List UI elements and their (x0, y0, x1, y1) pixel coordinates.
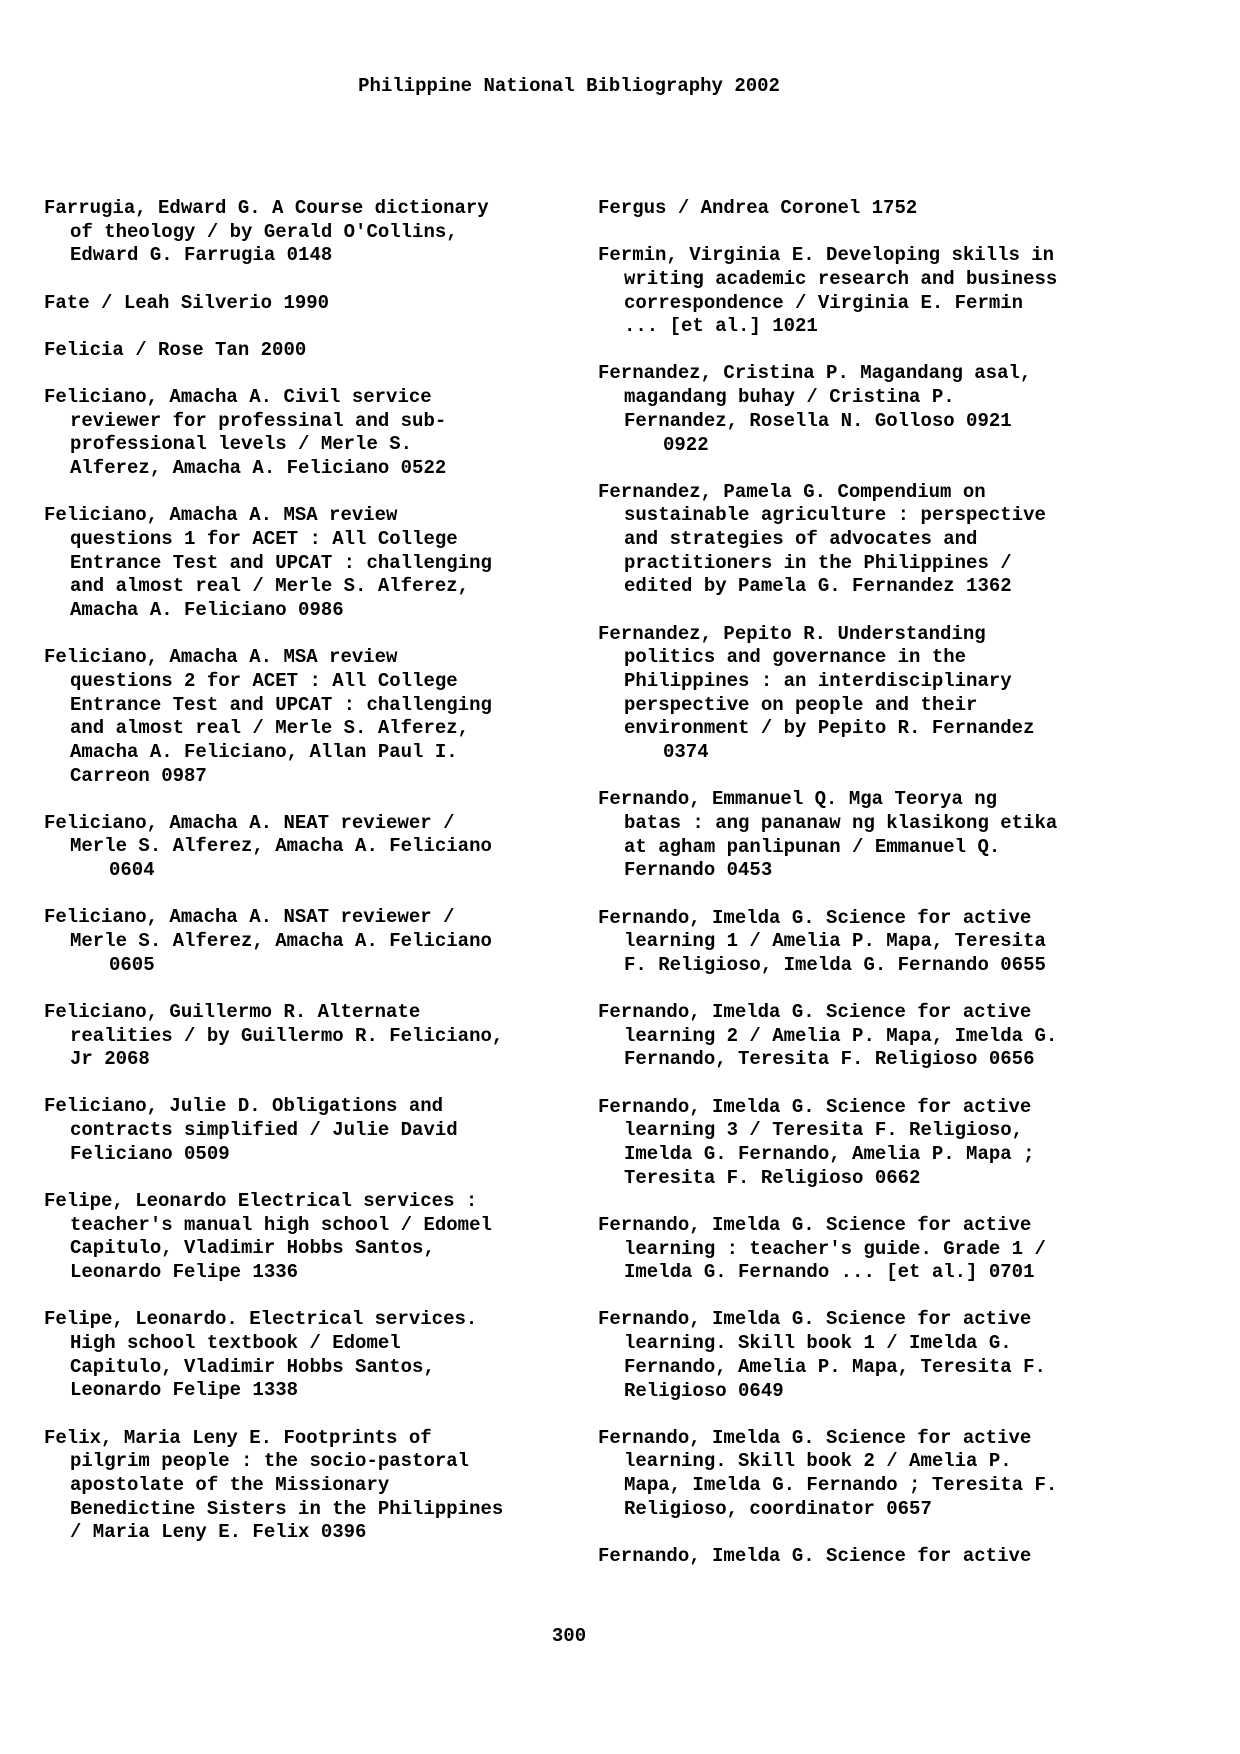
entry-continuation-line: ... [et al.] 1021 (624, 315, 818, 338)
entry-continuation-line: Edward G. Farrugia 0148 (70, 244, 333, 267)
entry-continuation-line: Leonardo Felipe 1338 (70, 1379, 299, 1402)
entry-continuation-line: Religioso 0649 (624, 1379, 784, 1402)
entry-continuation-line: 0922 (663, 433, 709, 456)
entry-heading-line: Fergus / Andrea Coronel 1752 (598, 197, 918, 219)
entry-continuation-line: contracts simplified / Julie David (70, 1119, 458, 1142)
entry-continuation-line: perspective on people and their (624, 693, 978, 716)
entry-continuation-line: Jr 2068 (70, 1048, 150, 1071)
bibliography-entry (598, 1427, 1158, 1522)
entry-continuation-line: Amacha A. Feliciano, Allan Paul I. (70, 740, 458, 763)
entry-heading-line: Fernando, Imelda G. Science for active (598, 1213, 1032, 1236)
entry-continuation-line: realities / by Guillermo R. Feliciano, (70, 1024, 504, 1047)
entry-heading-line: Felicia / Rose Tan 2000 (44, 338, 307, 361)
bibliography-entry (44, 292, 604, 316)
entry-continuation-line: reviewer for professinal and sub- (70, 409, 447, 432)
entry-heading-line: Fernando, Imelda G. Science for active (598, 1308, 1032, 1331)
entry-heading-line: Fernando, Imelda G. Science for active (598, 1095, 1032, 1118)
entry-heading-line: Felipe, Leonardo Electrical services : (44, 1190, 478, 1212)
entry-continuation-line: learning. Skill book 1 / Imelda G. (624, 1332, 1012, 1355)
entry-continuation-line: questions 1 for ACET : All College (70, 527, 458, 550)
entry-heading-line: Fernando, Imelda G. Science for active (598, 1426, 1032, 1449)
bibliography-entry (598, 1096, 1158, 1191)
entry-heading-line: Fernando, Imelda G. Science for active (598, 1544, 1032, 1567)
entry-continuation-line: Merle S. Alferez, Amacha A. Feliciano (70, 930, 492, 952)
entry-heading-line: Felix, Maria Leny E. Footprints of (44, 1426, 432, 1449)
entry-continuation-line: and almost real / Merle S. Alferez, (70, 717, 470, 740)
bibliography-entry (44, 1190, 604, 1285)
entry-continuation-line: Capitulo, Vladimir Hobbs Santos, (70, 1237, 435, 1260)
entry-continuation-line: politics and governance in the (624, 646, 967, 669)
entry-heading-line: Felipe, Leonardo. Electrical services. (44, 1308, 478, 1331)
entry-continuation-line: learning 3 / Teresita F. Religioso, (624, 1119, 1024, 1142)
entry-heading-line: Fate / Leah Silverio 1990 (44, 291, 330, 314)
entry-continuation-line: Benedictine Sisters in the Philippines (70, 1497, 504, 1520)
entry-heading-line: Feliciano, Guillermo R. Alternate (44, 1000, 421, 1023)
entry-heading-line: Fermin, Virginia E. Developing skills in (598, 244, 1055, 267)
entry-continuation-line: batas : ang pananaw ng klasikong etika (624, 811, 1058, 834)
entry-continuation-line: Fernando, Teresita F. Religioso 0656 (624, 1048, 1035, 1071)
left-column (44, 197, 604, 1568)
entry-continuation-line: Capitulo, Vladimir Hobbs Santos, (70, 1355, 435, 1378)
bibliography-entry (598, 481, 1158, 599)
entry-continuation-line: Amacha A. Feliciano 0986 (70, 598, 344, 621)
entry-continuation-line: Philippines : an interdisciplinary (624, 670, 1012, 692)
entry-continuation-line: Entrance Test and UPCAT : challenging (70, 693, 492, 716)
entry-continuation-line: and almost real / Merle S. Alferez, (70, 575, 470, 598)
entry-continuation-line: and strategies of advocates and (624, 528, 978, 551)
entry-continuation-line: 0604 (109, 859, 155, 882)
entry-continuation-line: Leonardo Felipe 1336 (70, 1261, 299, 1284)
bibliography-entry (598, 362, 1158, 457)
bibliography-entry (44, 386, 604, 481)
bibliography-entry (598, 907, 1158, 978)
bibliography-entry (44, 1001, 604, 1072)
bibliography-entry (598, 1001, 1158, 1072)
entry-continuation-line: Fernando, Amelia P. Mapa, Teresita F. (624, 1355, 1046, 1378)
entry-continuation-line: professional levels / Merle S. (70, 433, 413, 456)
entry-heading-line: Feliciano, Amacha A. NEAT reviewer / (44, 811, 455, 834)
entry-continuation-line: edited by Pamela G. Fernandez 1362 (624, 575, 1012, 598)
entry-heading-line: Fernandez, Pepito R. Understanding (598, 622, 986, 645)
entry-heading-line: Feliciano, Amacha A. NSAT reviewer / (44, 906, 455, 929)
right-column (598, 197, 1158, 1592)
entry-continuation-line: of theology / by Gerald O'Collins, (70, 220, 458, 243)
entry-continuation-line: at agham panlipunan / Emmanuel Q. (624, 835, 1001, 858)
entry-continuation-line: 0605 (109, 953, 155, 976)
entry-continuation-line: practitioners in the Philippines / (624, 551, 1012, 574)
entry-continuation-line: Religioso, coordinator 0657 (624, 1497, 932, 1520)
bibliography-entry (44, 812, 604, 883)
bibliography-entry (598, 1545, 1158, 1569)
bibliography-entry (598, 1214, 1158, 1285)
entry-continuation-line: sustainable agriculture : perspective (624, 504, 1046, 527)
entry-continuation-line: Imelda G. Fernando ... [et al.] 0701 (624, 1261, 1035, 1284)
entry-continuation-line: Fernandez, Rosella N. Golloso 0921 (624, 409, 1012, 432)
entry-heading-line: Feliciano, Amacha A. MSA review (44, 504, 398, 527)
entry-continuation-line: questions 2 for ACET : All College (70, 669, 458, 692)
entry-continuation-line: Teresita F. Religioso 0662 (624, 1166, 921, 1189)
bibliography-entry (44, 504, 604, 622)
entry-heading-line: Fernando, Imelda G. Science for active (598, 906, 1032, 929)
entry-continuation-line: 0374 (663, 741, 709, 764)
bibliography-entry (44, 197, 604, 268)
entry-continuation-line: writing academic research and business (624, 267, 1058, 290)
entry-continuation-line: magandang buhay / Cristina P. (624, 386, 955, 409)
entry-continuation-line: learning 1 / Amelia P. Mapa, Teresita (624, 930, 1046, 953)
bibliography-entry (44, 906, 604, 977)
entry-continuation-line: teacher's manual high school / Edomel (70, 1213, 492, 1236)
entry-continuation-line: Imelda G. Fernando, Amelia P. Mapa ; (624, 1143, 1035, 1165)
entry-continuation-line: Fernando 0453 (624, 859, 773, 882)
page-number: 300 (551, 1625, 587, 1647)
entry-heading-line: Feliciano, Amacha A. MSA review (44, 646, 398, 669)
page-header: Philippine National Bibliography 2002 (358, 75, 780, 97)
entry-continuation-line: apostolate of the Missionary (70, 1473, 390, 1496)
bibliography-entry (44, 1095, 604, 1166)
bibliography-entry (598, 788, 1158, 883)
bibliography-entry (44, 1308, 604, 1403)
entry-heading-line: Fernandez, Pamela G. Compendium on (598, 480, 986, 503)
entry-continuation-line: Entrance Test and UPCAT : challenging (70, 551, 492, 574)
entry-continuation-line: Mapa, Imelda G. Fernando ; Teresita F. (624, 1474, 1058, 1497)
entry-continuation-line: / Maria Leny E. Felix 0396 (70, 1521, 367, 1544)
entry-continuation-line: environment / by Pepito R. Fernandez (624, 717, 1035, 740)
bibliography-entry (598, 623, 1158, 765)
entry-heading-line: Feliciano, Amacha A. Civil service (44, 385, 432, 408)
entry-continuation-line: correspondence / Virginia E. Fermin (624, 291, 1024, 314)
entry-heading-line: Fernando, Imelda G. Science for active (598, 1001, 1032, 1024)
bibliography-entry (598, 197, 1158, 221)
entry-continuation-line: Alferez, Amacha A. Feliciano 0522 (70, 457, 447, 479)
bibliography-entry (598, 244, 1158, 339)
bibliography-entry (44, 339, 604, 363)
entry-heading-line: Fernando, Emmanuel Q. Mga Teorya ng (598, 788, 998, 811)
bibliography-entry (598, 1308, 1158, 1403)
entry-continuation-line: learning. Skill book 2 / Amelia P. (624, 1450, 1012, 1473)
entry-continuation-line: Feliciano 0509 (70, 1142, 230, 1165)
entry-continuation-line: learning 2 / Amelia P. Mapa, Imelda G. (624, 1024, 1058, 1047)
entry-continuation-line: pilgrim people : the socio-pastoral (70, 1450, 470, 1473)
entry-heading-line: Feliciano, Julie D. Obligations and (44, 1095, 444, 1118)
entry-continuation-line: learning : teacher's guide. Grade 1 / (624, 1237, 1046, 1260)
entry-continuation-line: Merle S. Alferez, Amacha A. Feliciano (70, 835, 492, 858)
entry-continuation-line: High school textbook / Edomel (70, 1331, 401, 1354)
entry-continuation-line: Carreon 0987 (70, 764, 207, 787)
entry-continuation-line: F. Religioso, Imelda G. Fernando 0655 (624, 953, 1046, 976)
bibliography-entry (44, 646, 604, 788)
bibliography-entry (44, 1427, 604, 1545)
entry-heading-line: Fernandez, Cristina P. Magandang asal, (598, 362, 1032, 385)
entry-heading-line: Farrugia, Edward G. A Course dictionary (44, 197, 489, 219)
